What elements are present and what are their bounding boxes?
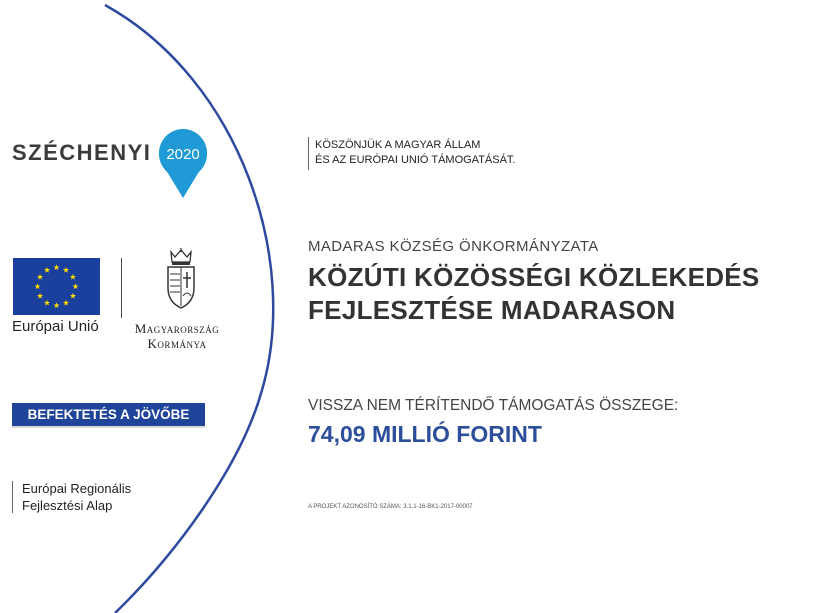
beneficiary-name: MADARAS KÖZSÉG ÖNKORMÁNYZATA <box>308 238 599 255</box>
project-title-line-2: FEJLESZTÉSE MADARASON <box>308 295 676 325</box>
fund-divider <box>12 481 13 513</box>
fund-line-1: Európai Regionális <box>22 481 132 496</box>
pin-year: 2020 <box>166 146 200 163</box>
fund-label <box>22 480 131 514</box>
eu-flag-icon <box>13 258 100 315</box>
thanks-divider <box>308 137 309 170</box>
government-line-1: Magyarország <box>134 321 220 336</box>
thanks-line-2: ÉS AZ EURÓPAI UNIÓ TÁMOGATÁSÁT. <box>315 154 516 166</box>
invest-banner: BEFEKTETÉS A JÖVŐBE <box>12 403 205 428</box>
project-title-line-1: KÖZÚTI KÖZÖSSÉGI KÖZLEKEDÉS <box>308 262 760 292</box>
project-title <box>308 261 760 327</box>
funding-label: VISSZA NEM TÉRÍTENDŐ TÁMOGATÁS ÖSSZEGE: <box>308 397 679 414</box>
government-label <box>131 321 223 351</box>
hungarian-coat-of-arms-icon <box>163 248 199 310</box>
fund-line-2: Fejlesztési Alap <box>22 498 113 513</box>
szechenyi-2020-pin-icon <box>158 128 208 200</box>
project-id: A PROJEKT AZONOSÍTÓ SZÁMA: 3.1.1-16-BK1-2017-00007 <box>308 504 473 510</box>
thanks-line-1: KÖSZÖNJÜK A MAGYAR ÁLLAM <box>315 139 481 151</box>
eu-label: Európai Unió <box>12 318 99 335</box>
thanks-text <box>315 138 515 168</box>
szechenyi-logo-text: SZÉCHENYI <box>12 140 152 165</box>
funding-amount: 74,09 MILLIÓ FORINT <box>308 421 542 447</box>
logo-divider <box>121 258 122 318</box>
government-line-2: Kormánya <box>147 336 207 351</box>
